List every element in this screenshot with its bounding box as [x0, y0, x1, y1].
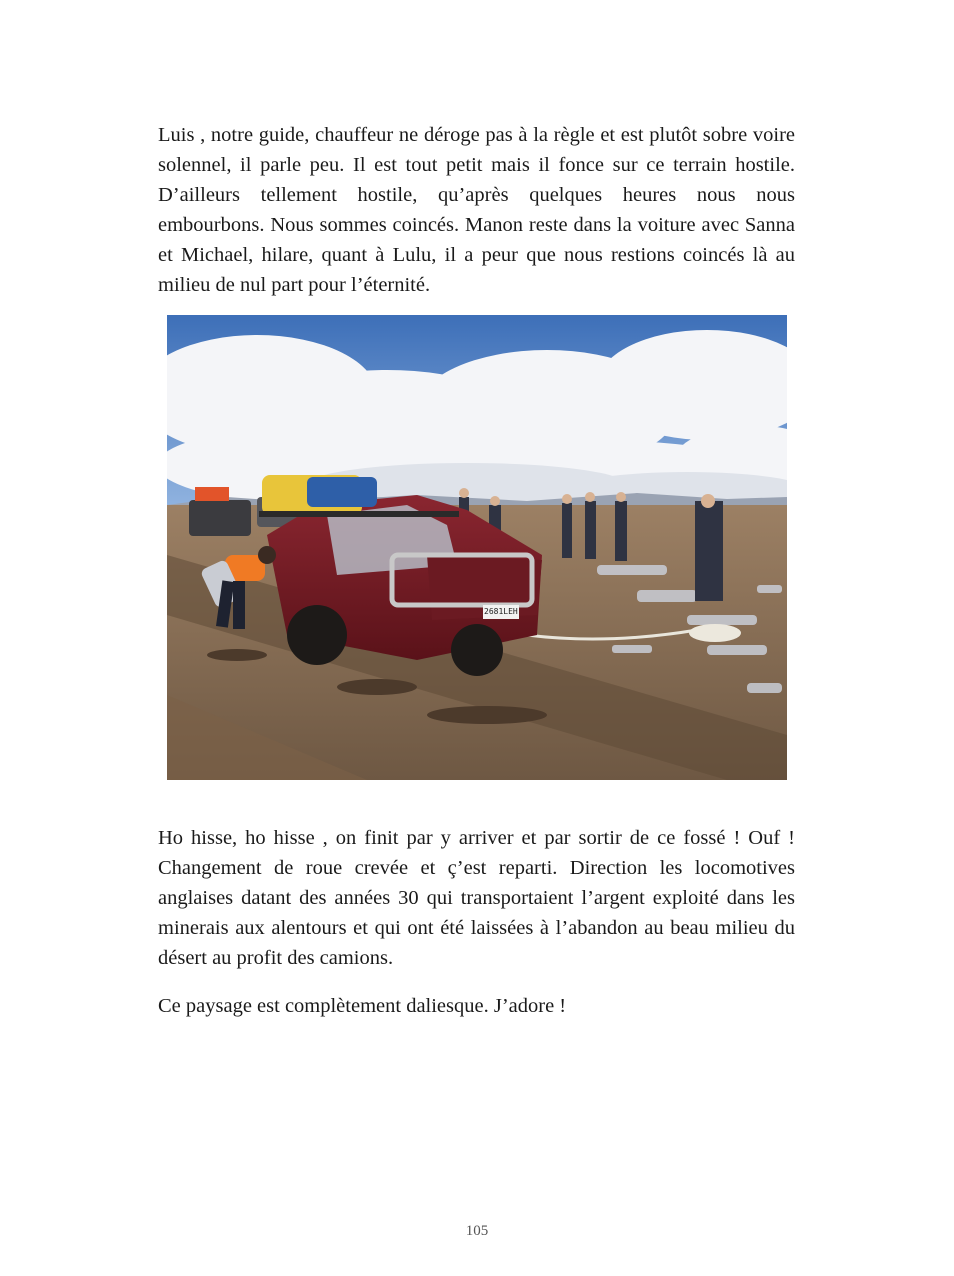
page-number: 105 [465, 1223, 489, 1239]
license-plate-text: 2681LEH [484, 607, 518, 616]
paragraph-intro: Luis , notre guide, chauffeur ne déroge pas à la règle et est plutôt sobre voire solennel, il parle peu. Il est tout petit mais il fonce sur ce terrain hostile. D’ailleurs tellement hostile, qu’après quelques heures nous nous embourbons. Nous sommes coincés. Manon reste dans la voiture avec Sanna et Michael, hilare, quant à Lulu, il a peur que nous restions coincés là au milieu de nul part pour l’éternité. [158, 124, 795, 296]
stuck-suv-photo [167, 315, 787, 780]
paragraph-closing: Ce paysage est complètement daliesque. J’adore ! [158, 995, 567, 1017]
paragraph-escape: Ho hisse, ho hisse , on finit par y arriver et par sortir de ce fossé ! Ouf ! Changement de roue crevée et ç’est reparti. Direction les locomotives anglaises datant des années 30 qui transportaient l’argent exploité dans les minerais aux alentours et qui ont été laissées à l’abandon au beau milieu du désert au profit des camions. [158, 827, 795, 969]
